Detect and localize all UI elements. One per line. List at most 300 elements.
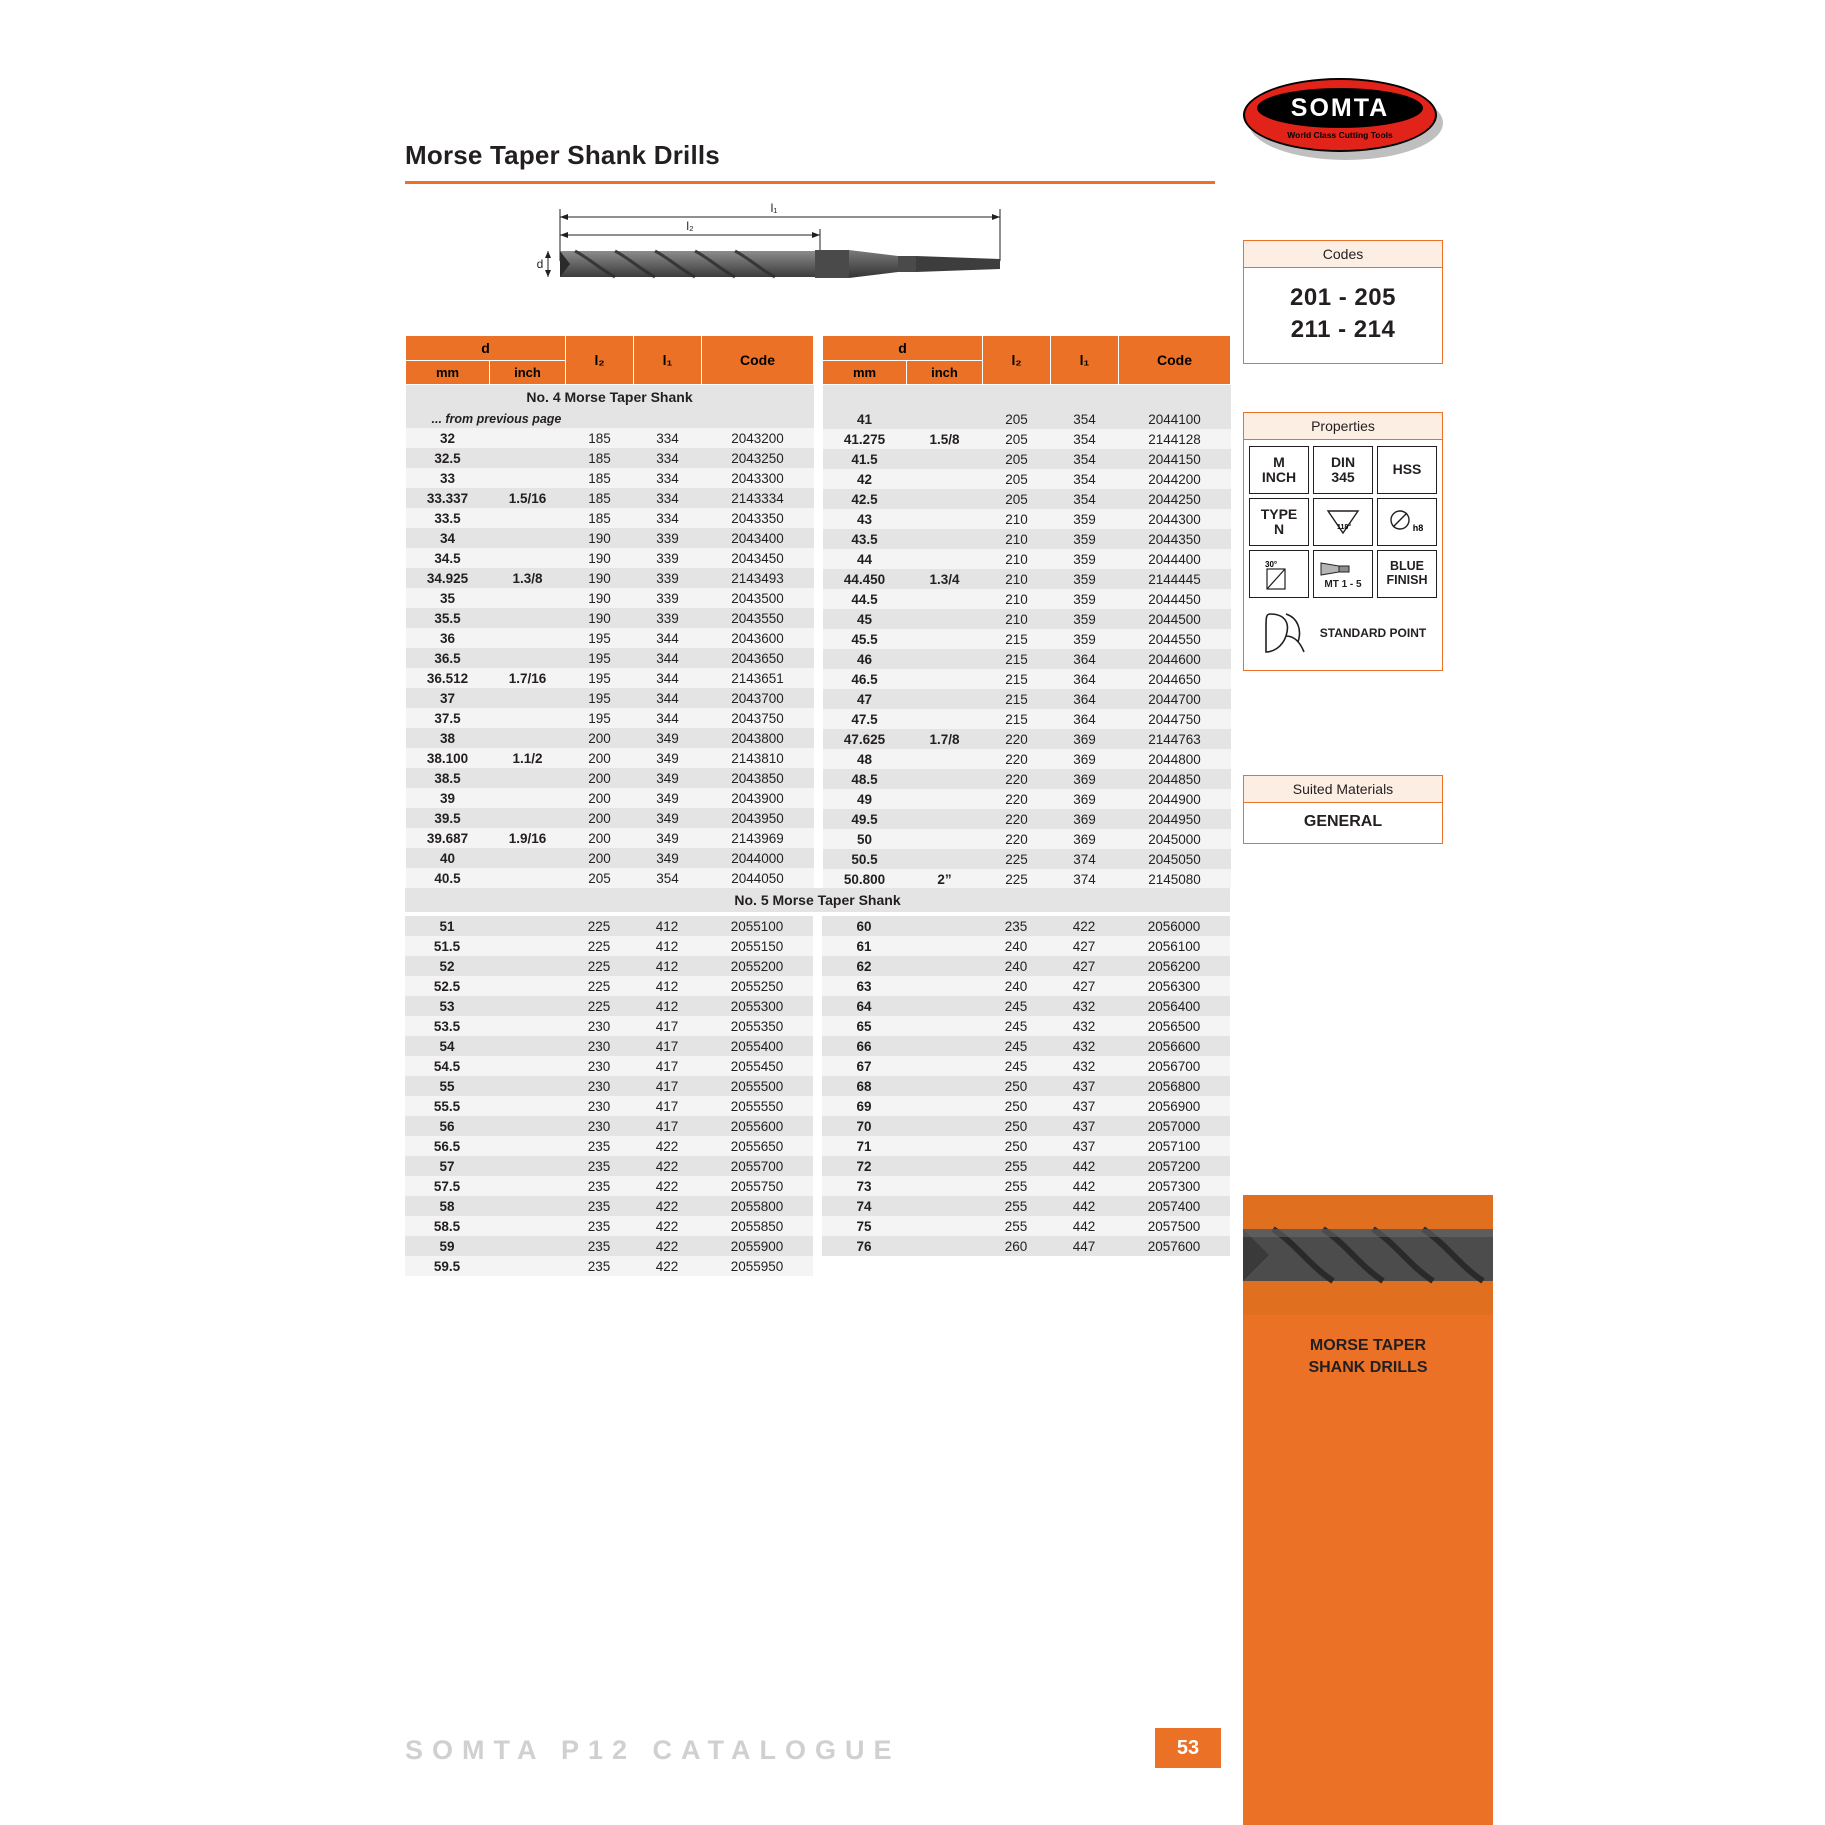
cell-code: 2056900 — [1118, 1096, 1230, 1116]
table-row — [822, 1196, 1230, 1216]
product-caption-line1: MORSE TAPER — [1309, 1337, 1427, 1354]
cell-l2: 210 — [983, 529, 1051, 549]
property-inch-label: INCH — [1261, 469, 1297, 485]
cell-code: 2043600 — [702, 628, 814, 648]
cell-l1: 354 — [1051, 429, 1119, 449]
table-row — [823, 729, 1231, 749]
cell-code: 2043400 — [702, 528, 814, 548]
cell-code: 2044400 — [1119, 549, 1231, 569]
cell-code: 2057100 — [1118, 1136, 1230, 1156]
cell-l1: 417 — [633, 1036, 701, 1056]
cell-code: 2055800 — [701, 1196, 813, 1216]
cell-l1: 354 — [1051, 469, 1119, 489]
table-row — [406, 468, 814, 488]
cell-inch — [490, 728, 566, 748]
table-row — [406, 748, 814, 768]
cell-inch — [906, 1116, 982, 1136]
cell-l1: 432 — [1050, 996, 1118, 1016]
cell-l2: 255 — [982, 1176, 1050, 1196]
property-m-label: M — [1273, 453, 1285, 470]
cell-inch — [907, 689, 983, 709]
cell-inch — [906, 1036, 982, 1056]
cell-l1: 437 — [1050, 1096, 1118, 1116]
cell-mm: 57 — [405, 1156, 489, 1176]
footer — [405, 1735, 1225, 1766]
cell-l2: 215 — [983, 649, 1051, 669]
svg-text:h8: h8 — [1412, 523, 1424, 533]
cell-l1: 417 — [633, 1016, 701, 1036]
cell-l1: 334 — [634, 468, 702, 488]
product-image-block — [1243, 1195, 1493, 1825]
properties-grid — [1244, 440, 1442, 670]
drill-table-mt5-right — [822, 916, 1230, 1256]
cell-l2: 220 — [983, 749, 1051, 769]
cell-l1: 374 — [1051, 869, 1119, 889]
cell-inch — [906, 1016, 982, 1036]
cell-inch — [489, 1176, 565, 1196]
diameter-tolerance-icon — [1384, 507, 1430, 537]
cell-mm: 60 — [822, 916, 906, 936]
cell-mm: 44.450 — [823, 569, 907, 589]
property-type-value: N — [1273, 521, 1285, 537]
cell-l1: 447 — [1050, 1236, 1118, 1256]
cell-code: 2055650 — [701, 1136, 813, 1156]
table-row — [822, 1016, 1230, 1036]
drill-diagram-svg — [530, 195, 1090, 295]
code-range-2: 211 - 214 — [1290, 316, 1396, 344]
cell-inch: 1.5/8 — [907, 429, 983, 449]
table-row — [405, 996, 813, 1016]
cell-mm: 74 — [822, 1196, 906, 1216]
cell-l1: 369 — [1051, 789, 1119, 809]
property-helix-angle — [1249, 550, 1309, 598]
table-left-body — [406, 385, 814, 429]
cell-code: 2045000 — [1119, 829, 1231, 849]
cell-l1: 344 — [634, 708, 702, 728]
table-row — [823, 829, 1231, 849]
somta-logo — [1243, 78, 1443, 163]
cell-inch — [907, 809, 983, 829]
cell-l2: 235 — [565, 1196, 633, 1216]
cell-inch — [907, 669, 983, 689]
cell-code: 2043650 — [702, 648, 814, 668]
cell-l2: 250 — [982, 1136, 1050, 1156]
mt5-left-rows — [405, 916, 813, 1276]
properties-row-1 — [1249, 446, 1437, 494]
cell-l2: 250 — [982, 1116, 1050, 1136]
logo-tagline: World Class Cutting Tools — [1287, 130, 1393, 140]
table-row-note — [406, 409, 814, 428]
cell-l2: 255 — [982, 1196, 1050, 1216]
cell-l2: 225 — [983, 849, 1051, 869]
cell-inch — [907, 849, 983, 869]
cell-code: 2143810 — [702, 748, 814, 768]
mt4-right-rows — [823, 409, 1231, 889]
drill-table-mt5-left — [405, 916, 813, 1276]
cell-inch — [490, 688, 566, 708]
codes-panel-title: Codes — [1244, 241, 1442, 268]
cell-inch — [489, 1256, 565, 1276]
table-row — [823, 569, 1231, 589]
property-tolerance-h8 — [1377, 498, 1437, 546]
cell-l2: 210 — [983, 509, 1051, 529]
cell-inch — [490, 768, 566, 788]
cell-mm: 61 — [822, 936, 906, 956]
cell-l2: 185 — [566, 468, 634, 488]
cell-inch — [906, 1176, 982, 1196]
cell-mm: 68 — [822, 1076, 906, 1096]
cell-code: 2055600 — [701, 1116, 813, 1136]
table-row — [823, 409, 1231, 429]
cell-l1: 442 — [1050, 1196, 1118, 1216]
cell-l1: 349 — [634, 768, 702, 788]
cell-inch — [906, 1236, 982, 1256]
cell-l2: 225 — [565, 996, 633, 1016]
table-header-row-top — [406, 336, 814, 361]
cell-mm: 38.100 — [406, 748, 490, 768]
cell-inch — [907, 629, 983, 649]
cell-code: 2045050 — [1119, 849, 1231, 869]
cell-mm: 33.5 — [406, 508, 490, 528]
table-row — [406, 628, 814, 648]
cell-l2: 215 — [983, 629, 1051, 649]
cell-mm: 62 — [822, 956, 906, 976]
table-row — [823, 789, 1231, 809]
cell-l1: 349 — [634, 748, 702, 768]
product-caption-line2: SHANK DRILLS — [1308, 1358, 1428, 1376]
cell-inch: 1.3/8 — [490, 568, 566, 588]
codes-panel-body — [1244, 268, 1442, 363]
cell-mm: 71 — [822, 1136, 906, 1156]
cell-mm: 48.5 — [823, 769, 907, 789]
cell-mm: 45 — [823, 609, 907, 629]
cell-mm: 46 — [823, 649, 907, 669]
cell-l1: 349 — [634, 788, 702, 808]
cell-code: 2044950 — [1119, 809, 1231, 829]
table-row — [405, 1016, 813, 1036]
cell-mm: 44.5 — [823, 589, 907, 609]
drill-diagram — [530, 195, 1090, 295]
header-inch: inch — [490, 361, 566, 385]
cell-l2: 190 — [566, 548, 634, 568]
cell-inch — [907, 709, 983, 729]
table-row — [823, 629, 1231, 649]
cell-l1: 344 — [634, 648, 702, 668]
cell-mm: 54 — [405, 1036, 489, 1056]
cell-code: 2055100 — [701, 916, 813, 936]
cell-inch — [907, 529, 983, 549]
cell-l1: 412 — [633, 956, 701, 976]
cell-inch — [906, 1056, 982, 1076]
cell-l1: 354 — [634, 868, 702, 888]
cell-mm: 49.5 — [823, 809, 907, 829]
cell-mm: 69 — [822, 1096, 906, 1116]
cell-l2: 230 — [565, 1096, 633, 1116]
table-row — [822, 1136, 1230, 1156]
cell-code: 2144128 — [1119, 429, 1231, 449]
cell-code: 2044900 — [1119, 789, 1231, 809]
properties-row-2 — [1249, 498, 1437, 546]
page-title: Morse Taper Shank Drills — [405, 140, 720, 170]
cell-inch — [907, 649, 983, 669]
footer-text: SOMTA P12 CATALOGUE — [405, 1735, 901, 1765]
table-row — [406, 828, 814, 848]
cell-mm: 55 — [405, 1076, 489, 1096]
cell-inch — [490, 628, 566, 648]
cell-code: 2043450 — [702, 548, 814, 568]
table-row — [822, 1176, 1230, 1196]
cell-code: 2044300 — [1119, 509, 1231, 529]
cell-l1: 349 — [634, 728, 702, 748]
cell-l2: 185 — [566, 448, 634, 468]
standard-point-label: STANDARD POINT — [1319, 625, 1427, 640]
cell-code: 2057300 — [1118, 1176, 1230, 1196]
section-header-mt4-right — [823, 385, 1231, 410]
header-l1: l₁ — [634, 336, 702, 385]
cell-code: 2056600 — [1118, 1036, 1230, 1056]
cell-l1: 417 — [633, 1076, 701, 1096]
svg-text:30°: 30° — [1265, 560, 1278, 569]
table-row — [823, 509, 1231, 529]
cell-l1: 422 — [633, 1176, 701, 1196]
table-row — [822, 916, 1230, 936]
cell-mm: 76 — [822, 1236, 906, 1256]
table-row — [822, 1216, 1230, 1236]
cell-code: 2043750 — [702, 708, 814, 728]
cell-mm: 73 — [822, 1176, 906, 1196]
cell-inch — [489, 1156, 565, 1176]
property-din-label: DIN — [1330, 453, 1356, 470]
cell-l1: 432 — [1050, 1056, 1118, 1076]
cell-inch — [490, 468, 566, 488]
cell-l2: 225 — [983, 869, 1051, 889]
cell-mm: 50 — [823, 829, 907, 849]
cell-mm: 41 — [823, 409, 907, 429]
cell-code: 2056300 — [1118, 976, 1230, 996]
header-mm: mm — [406, 361, 490, 385]
table-row — [822, 1236, 1230, 1256]
cell-mm: 59.5 — [405, 1256, 489, 1276]
cell-code: 2044050 — [702, 868, 814, 888]
cell-l2: 255 — [982, 1216, 1050, 1236]
cell-mm: 43 — [823, 509, 907, 529]
cell-inch — [907, 749, 983, 769]
cell-inch — [907, 489, 983, 509]
cell-l1: 344 — [634, 688, 702, 708]
cell-l1: 369 — [1051, 769, 1119, 789]
cell-l2: 190 — [566, 608, 634, 628]
table-row — [406, 708, 814, 728]
drill-table-left — [405, 335, 814, 888]
cell-mm: 35.5 — [406, 608, 490, 628]
table-row — [822, 1156, 1230, 1176]
cell-inch: 1.5/16 — [490, 488, 566, 508]
property-type-n — [1249, 498, 1309, 546]
cell-l1: 349 — [634, 828, 702, 848]
cell-code: 2144763 — [1119, 729, 1231, 749]
table-row — [406, 548, 814, 568]
cell-code: 2055450 — [701, 1056, 813, 1076]
cell-code: 2055250 — [701, 976, 813, 996]
property-point-angle — [1313, 498, 1373, 546]
cell-inch — [489, 936, 565, 956]
cell-l1: 437 — [1050, 1076, 1118, 1096]
header-l1: l₁ — [1051, 336, 1119, 385]
cell-l2: 215 — [983, 669, 1051, 689]
cell-l1: 359 — [1051, 629, 1119, 649]
cell-mm: 40 — [406, 848, 490, 868]
cell-l2: 235 — [565, 1156, 633, 1176]
cell-inch — [489, 1236, 565, 1256]
cell-mm: 41.5 — [823, 449, 907, 469]
cell-mm: 45.5 — [823, 629, 907, 649]
cell-code: 2043300 — [702, 468, 814, 488]
cell-l1: 412 — [633, 916, 701, 936]
cell-inch — [489, 1216, 565, 1236]
svg-text:118°: 118° — [1336, 524, 1352, 531]
table-row — [406, 688, 814, 708]
section-header-mt5: No. 5 Morse Taper Shank — [405, 888, 1230, 912]
cell-l2: 245 — [982, 1056, 1050, 1076]
cell-mm: 54.5 — [405, 1056, 489, 1076]
cell-mm: 34.5 — [406, 548, 490, 568]
cell-inch — [489, 916, 565, 936]
cell-code: 2044250 — [1119, 489, 1231, 509]
cell-l2: 215 — [983, 709, 1051, 729]
cell-l1: 442 — [1050, 1176, 1118, 1196]
cell-code: 2043250 — [702, 448, 814, 468]
cell-inch — [906, 936, 982, 956]
cell-inch — [907, 829, 983, 849]
cell-code: 2044350 — [1119, 529, 1231, 549]
cell-mm: 39.5 — [406, 808, 490, 828]
cell-l1: 412 — [633, 936, 701, 956]
product-photo — [1243, 1195, 1493, 1315]
cell-l1: 369 — [1051, 829, 1119, 849]
cell-mm: 67 — [822, 1056, 906, 1076]
table-row — [823, 769, 1231, 789]
cell-l1: 359 — [1051, 509, 1119, 529]
cell-mm: 46.5 — [823, 669, 907, 689]
cell-mm: 56.5 — [405, 1136, 489, 1156]
table-row — [822, 996, 1230, 1016]
cell-mm: 50.800 — [823, 869, 907, 889]
properties-panel — [1243, 412, 1443, 671]
cell-l1: 374 — [1051, 849, 1119, 869]
cell-mm: 58 — [405, 1196, 489, 1216]
cell-l1: 422 — [633, 1236, 701, 1256]
cell-mm: 47.625 — [823, 729, 907, 749]
cell-l2: 250 — [982, 1076, 1050, 1096]
cell-l1: 442 — [1050, 1156, 1118, 1176]
cell-l2: 210 — [983, 569, 1051, 589]
cell-inch — [490, 428, 566, 448]
property-type-label: TYPE — [1260, 505, 1298, 522]
cell-code: 2056000 — [1118, 916, 1230, 936]
cell-code: 2143334 — [702, 488, 814, 508]
table-row — [405, 1216, 813, 1236]
cell-code: 2043900 — [702, 788, 814, 808]
cell-l2: 200 — [566, 848, 634, 868]
table-row — [823, 529, 1231, 549]
cell-l2: 195 — [566, 708, 634, 728]
cell-l1: 432 — [1050, 1036, 1118, 1056]
table-row — [405, 1036, 813, 1056]
cell-code: 2044200 — [1119, 469, 1231, 489]
cell-l2: 235 — [565, 1136, 633, 1156]
cell-l2: 220 — [983, 769, 1051, 789]
suited-materials-panel — [1243, 775, 1443, 844]
table-row — [405, 916, 813, 936]
cell-code: 2055200 — [701, 956, 813, 976]
continued-note: ... from previous page — [406, 409, 634, 428]
cell-inch — [489, 1136, 565, 1156]
cell-mm: 47.5 — [823, 709, 907, 729]
cell-inch — [490, 848, 566, 868]
cell-inch — [906, 1136, 982, 1156]
header-d: d — [406, 336, 566, 361]
cell-mm: 41.275 — [823, 429, 907, 449]
property-shank-mt-range — [1313, 550, 1373, 598]
table-row — [405, 1116, 813, 1136]
cell-code: 2057000 — [1118, 1116, 1230, 1136]
cell-l1: 369 — [1051, 729, 1119, 749]
svg-text:l₂: l₂ — [686, 219, 694, 233]
cell-l2: 205 — [566, 868, 634, 888]
cell-l2: 210 — [983, 589, 1051, 609]
cell-inch — [907, 789, 983, 809]
cell-inch — [907, 589, 983, 609]
table-row — [823, 469, 1231, 489]
table-row — [823, 809, 1231, 829]
standard-point-icon — [1260, 608, 1312, 658]
cell-code: 2043550 — [702, 608, 814, 628]
table-row — [823, 549, 1231, 569]
cell-mm: 49 — [823, 789, 907, 809]
cell-code: 2055350 — [701, 1016, 813, 1036]
table-row — [406, 508, 814, 528]
cell-code: 2143493 — [702, 568, 814, 588]
cell-mm: 35 — [406, 588, 490, 608]
standard-point-block — [1249, 602, 1437, 662]
materials-value: GENERAL — [1303, 813, 1383, 830]
cell-inch — [906, 1216, 982, 1236]
cell-code: 2057200 — [1118, 1156, 1230, 1176]
cell-mm: 43.5 — [823, 529, 907, 549]
table-row — [406, 428, 814, 448]
cell-l2: 220 — [983, 789, 1051, 809]
table-row — [406, 668, 814, 688]
cell-mm: 42.5 — [823, 489, 907, 509]
table-row — [406, 568, 814, 588]
table-row — [406, 648, 814, 668]
cell-code: 2143969 — [702, 828, 814, 848]
cell-inch — [907, 609, 983, 629]
cell-inch — [906, 1196, 982, 1216]
cell-l1: 344 — [634, 668, 702, 688]
cell-code: 2044500 — [1119, 609, 1231, 629]
cell-code: 2055150 — [701, 936, 813, 956]
table-row — [823, 649, 1231, 669]
cell-inch — [489, 1076, 565, 1096]
cell-inch: 1.1/2 — [490, 748, 566, 768]
cell-code: 2044850 — [1119, 769, 1231, 789]
cell-mm: 48 — [823, 749, 907, 769]
cell-mm: 38 — [406, 728, 490, 748]
mt-range-label: MT 1 - 5 — [1324, 578, 1362, 590]
cell-l2: 200 — [566, 768, 634, 788]
table-row — [822, 1096, 1230, 1116]
